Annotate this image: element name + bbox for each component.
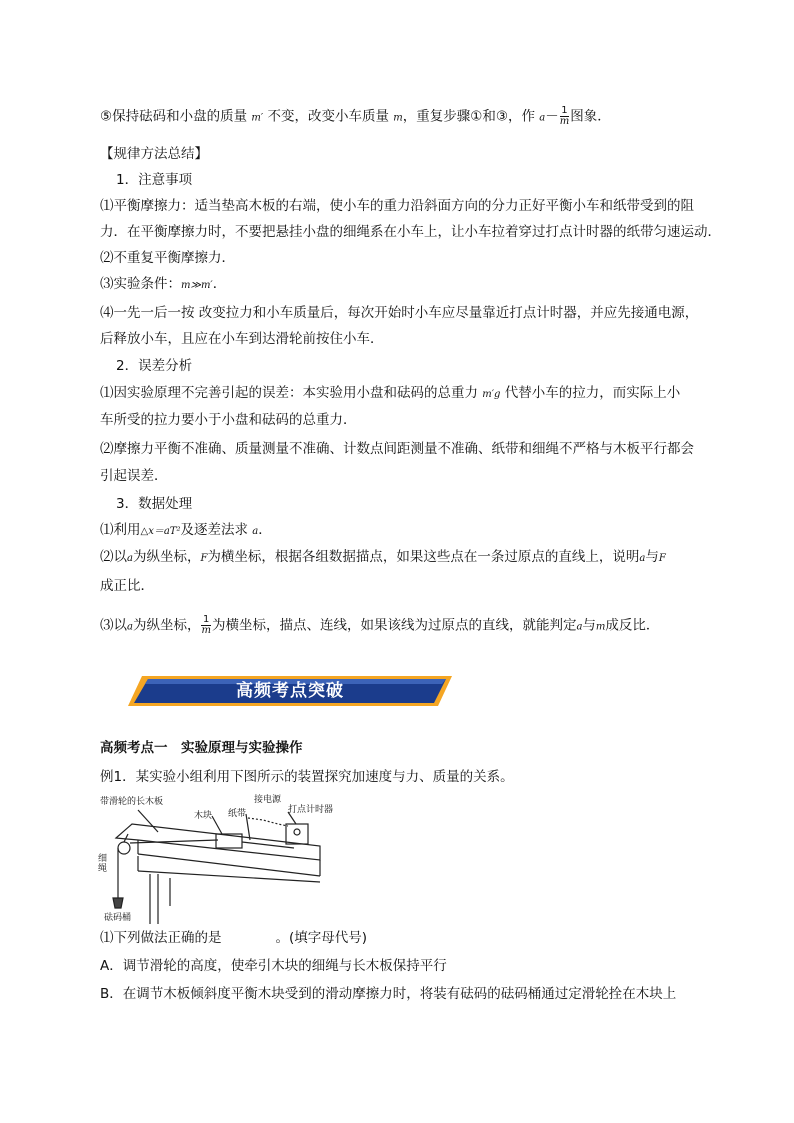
sec3-item2-p4: 与 bbox=[645, 549, 659, 565]
sec3-title: 3．数据处理 bbox=[116, 496, 193, 512]
sec3-item3-frac-den: m bbox=[201, 625, 211, 636]
sec2-item1-suffix: 代替小车的拉力，而实际上小 bbox=[504, 385, 681, 401]
label-tape: 纸带 bbox=[228, 809, 247, 819]
sec1-item2: ⑵不重复平衡摩擦力． bbox=[100, 250, 235, 266]
sec3-item2-line2: 成正比． bbox=[100, 578, 154, 594]
label-rope: 细绳 bbox=[98, 854, 108, 874]
sec1-item3-math: m≫m′ bbox=[181, 280, 213, 291]
step5-line bbox=[100, 106, 611, 129]
sec3-item1-suffix: ． bbox=[258, 522, 272, 538]
sec2-item1-math: m′g bbox=[482, 389, 501, 400]
step5-fraction bbox=[560, 106, 569, 127]
option-b: B．在调节木板倾斜度平衡木块受到的滑动摩擦力时，将装有砝码的砝码桶通过定滑轮拴在木块上 bbox=[100, 986, 677, 1002]
sec1-item3 bbox=[100, 274, 226, 296]
step5-frac-den: m bbox=[559, 116, 570, 127]
label-timer: 打点计时器 bbox=[288, 805, 334, 815]
summary-heading: 【规律方法总结】 bbox=[100, 146, 208, 162]
sec3-item2-line1 bbox=[100, 547, 666, 569]
sec2-title: 2．误差分析 bbox=[116, 358, 193, 374]
sec3-item1-mid: 及逐差法求 bbox=[180, 522, 248, 538]
step5-suffix-a: ，重复步骤①和③，作 bbox=[402, 108, 535, 125]
step5-mid: 不变，改变小车质量 bbox=[267, 108, 389, 125]
sec1-item1-line1: ⑴平衡摩擦力：适当垫高木板的右端，使小车的重力沿斜面方向的分力正好平衡小车和纸带受到的阻 bbox=[100, 198, 694, 214]
step5-dash: － bbox=[545, 108, 559, 125]
step5-m: m bbox=[393, 112, 403, 124]
sec1-item3-prefix: ⑶实验条件： bbox=[100, 276, 181, 292]
sec1-title: 1．注意事项 bbox=[116, 172, 193, 188]
step5-m-prime: m′ bbox=[251, 112, 264, 124]
sec3-item3-p2: 为纵坐标， bbox=[132, 617, 201, 634]
label-bucket: 砝码桶 bbox=[104, 913, 132, 923]
label-block: 木块 bbox=[194, 811, 213, 821]
banner-text: 高频考点突破 bbox=[236, 681, 344, 701]
sec2-item2-line2: 引起误差． bbox=[100, 468, 168, 484]
step5-prefix: ⑤保持砝码和小盘的质量 bbox=[100, 108, 248, 125]
sec3-item2-p1: ⑵以 bbox=[100, 549, 127, 565]
sec3-item2-p2: 为纵坐标， bbox=[132, 549, 201, 565]
sec1-item4-line2: 后释放小车，且应在小车到达滑轮前按住小车． bbox=[100, 331, 384, 347]
sec3-item3-p4: 与 bbox=[582, 617, 596, 634]
label-power: 接电源 bbox=[254, 795, 282, 805]
sec3-item1-a: a bbox=[252, 526, 259, 537]
sec1-item1-line2: 力．在平衡摩擦力时，不要把悬挂小盘的细绳系在小车上，让小车拉着穿过打点计时器的纸带匀速运动． bbox=[100, 224, 721, 240]
sec3-item3-p3: 为横坐标，描点、连线，如果该线为过原点的直线，就能判定 bbox=[211, 617, 577, 634]
sec1-item4-line1: ⑷一先一后一按 改变拉力和小车质量后，每次开始时小车应尽量靠近打点计时器，并应先接通电源， bbox=[100, 305, 699, 321]
sec2-item1-line2: 车所受的拉力要小于小盘和砝码的总重力． bbox=[100, 412, 357, 428]
step5-suffix-b: 图象． bbox=[570, 108, 611, 125]
step5-frac-num: 1 bbox=[561, 105, 568, 116]
label-board: 带滑轮的长木板 bbox=[100, 797, 164, 807]
option-a: A．调节滑轮的高度，使牵引木块的细绳与长木板保持平行 bbox=[100, 958, 447, 974]
sec3-item1-math: △x＝aT² bbox=[140, 526, 181, 537]
example1-text: 例1．某实验小组利用下图所示的装置探究加速度与力、质量的关系。 bbox=[100, 769, 514, 785]
sec3-item3-a2: a bbox=[576, 621, 583, 633]
sec3-item2-a2: a bbox=[639, 553, 646, 564]
sec3-item1-prefix: ⑴利用 bbox=[100, 522, 141, 538]
sec3-item2-p3: 为横坐标，根据各组数据描点，如果这些点在一条过原点的直线上，说明 bbox=[207, 549, 640, 565]
section-banner bbox=[128, 676, 452, 706]
sec3-item2-a: a bbox=[127, 553, 133, 564]
sec2-item1-prefix: ⑴因实验原理不完善引起的误差：本实验用小盘和砝码的总重力 bbox=[100, 385, 478, 401]
sec1-item3-suffix: ． bbox=[212, 276, 227, 292]
sec3-item3-frac-num: 1 bbox=[203, 614, 210, 625]
step5-a: a bbox=[539, 112, 546, 124]
sec3-item3-m: m bbox=[595, 621, 606, 633]
sec3-item2-F2: F bbox=[658, 553, 666, 564]
sec3-item2-F: F bbox=[200, 553, 208, 564]
topic1-heading: 高频考点一 实验原理与实验操作 bbox=[100, 740, 303, 756]
sec3-item3-p5: 成反比． bbox=[605, 617, 660, 634]
sec3-item3-p1: ⑶以 bbox=[100, 617, 127, 634]
question1: ⑴下列做法正确的是 。(填字母代号) bbox=[100, 930, 368, 946]
sec2-item1-line1 bbox=[100, 383, 680, 405]
apparatus-figure bbox=[98, 796, 338, 930]
sec2-item2-line1: ⑵摩擦力平衡不准确、质量测量不准确、计数点间距测量不准确、纸带和细绳不严格与木板平行都会 bbox=[100, 441, 694, 457]
sec3-item3-fraction bbox=[201, 615, 210, 636]
sec3-item3-a: a bbox=[127, 621, 133, 633]
sec3-item1 bbox=[100, 520, 272, 542]
sec3-item3 bbox=[100, 615, 659, 638]
